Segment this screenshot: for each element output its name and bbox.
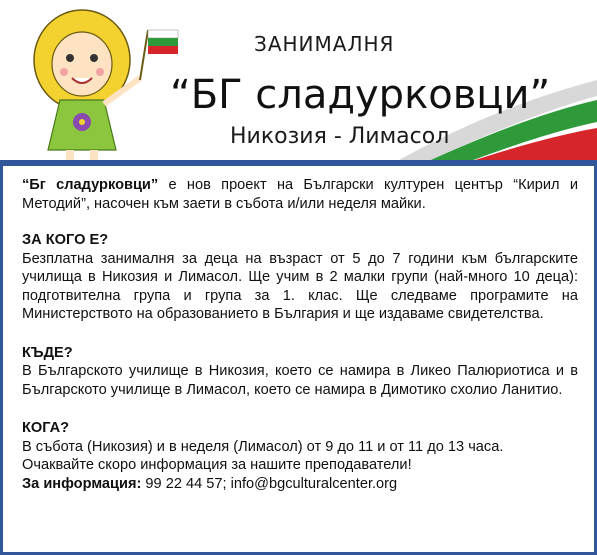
paragraph-when-line2: Очаквайте скоро информация за нашите преподаватели! — [22, 457, 412, 473]
heading-where: КЪДЕ? — [22, 344, 73, 361]
intro-project-name: “Бг сладурковци” — [22, 177, 159, 193]
heading-who: ЗА КОГО Е? — [22, 232, 109, 248]
intro-text: е нов проект на Български културен център “Кирил и Методий”, насочен към заети в събота и/или неделя майки. — [22, 177, 578, 212]
contact-info — [22, 475, 578, 494]
intro-paragraph — [22, 176, 578, 213]
heading-when: КОГА? — [22, 420, 70, 436]
contact-value: 99 22 44 57; info@bgculturalcenter.org — [141, 475, 398, 492]
main-content — [22, 176, 578, 493]
girl-illustration — [20, 0, 180, 163]
header-title: “БГ сладурковци” — [170, 72, 551, 118]
header-cities: Никозия - Лимасол — [230, 124, 450, 149]
paragraph-when-line1: В събота (Никозия) и в неделя (Лимасол) от 9 до 11 и от 11 до 13 часа. — [22, 438, 504, 455]
header-divider — [0, 160, 597, 166]
paragraph-where: В Българското училище в Никозия, което се намира в Ликео Палюриотиса и в Българското училище в Лимасол, което се намира в Димотико схолио Ланитио. — [22, 363, 578, 398]
header-banner — [0, 0, 597, 163]
contact-label: За информация: — [22, 475, 142, 492]
paragraph-who: Безплатна занималня за деца на възраст от 5 до 7 години към българските училища в Никозия и Лимасол. Ще учим в 2 малки групи (най-много 10 деца): подготвителна група и група за 1. клас. Ще следваме програмите на Министерството на образованието в България и ще издаваме свидетелства. — [22, 250, 578, 322]
header-subtitle: ЗАНИМАЛНЯ — [254, 32, 395, 56]
